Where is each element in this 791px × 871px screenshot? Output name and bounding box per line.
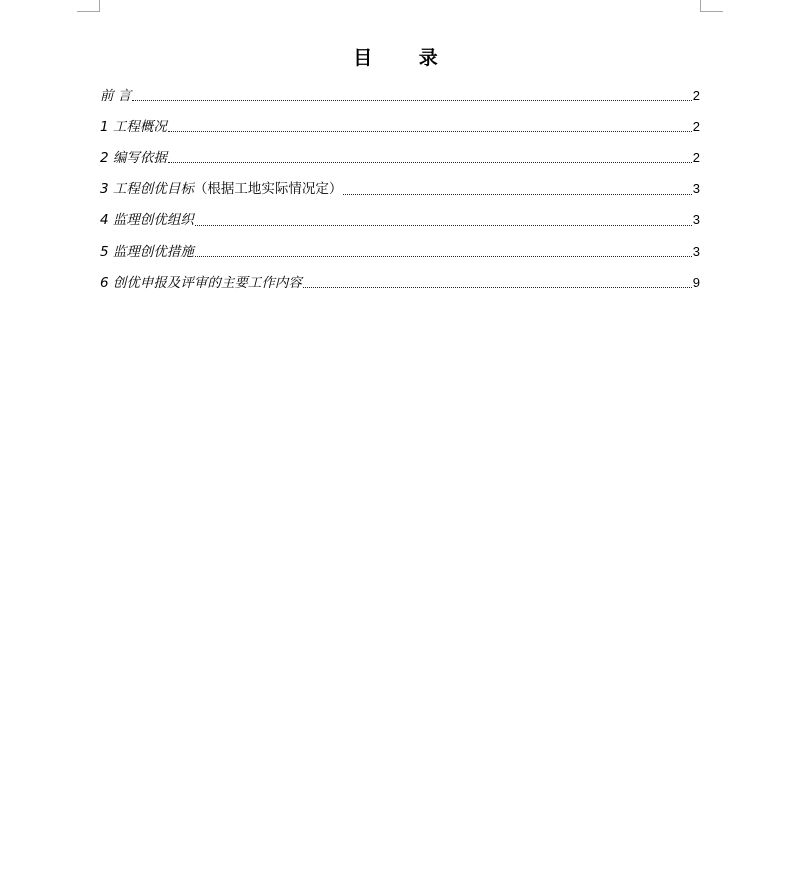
toc-page-number: 3 xyxy=(692,181,700,197)
toc-page-number: 9 xyxy=(692,274,700,290)
toc-entry-preface[interactable] xyxy=(100,80,700,111)
table-of-contents xyxy=(100,80,700,298)
toc-entry-label: 2 编写依据 xyxy=(100,149,167,166)
toc-entry-label-suffix: （根据工地实际情况定） xyxy=(193,181,343,198)
toc-page-number: 2 xyxy=(692,149,700,165)
toc-entry-label-group xyxy=(100,180,342,198)
toc-dot-leader xyxy=(343,194,691,195)
toc-entry-3[interactable] xyxy=(100,174,700,205)
toc-dot-leader xyxy=(303,287,692,288)
crop-mark-top-right xyxy=(700,0,723,12)
toc-page-number: 2 xyxy=(692,87,700,103)
toc-entry-5[interactable] xyxy=(100,236,700,267)
toc-entry-4[interactable] xyxy=(100,205,700,236)
toc-dot-leader xyxy=(132,100,691,101)
toc-entry-label: 4 监理创优组织 xyxy=(100,212,194,229)
toc-entry-label: 6 创优申报及评审的主要工作内容 xyxy=(100,274,302,291)
toc-entry-label: 前 言 xyxy=(100,87,132,104)
toc-entry-6[interactable] xyxy=(100,267,700,298)
toc-dot-leader xyxy=(195,225,692,226)
toc-page-number: 3 xyxy=(692,212,700,228)
toc-entry-label: 5 监理创优措施 xyxy=(100,243,194,260)
toc-page-number: 2 xyxy=(692,118,700,134)
toc-entry-label: 3 工程创优目标 xyxy=(100,181,194,198)
toc-entry-label: 1 工程概况 xyxy=(100,118,167,135)
toc-dot-leader xyxy=(195,256,692,257)
toc-title: 目 录 xyxy=(353,47,458,69)
crop-mark-top-left xyxy=(77,0,100,12)
toc-entry-1[interactable] xyxy=(100,111,700,142)
toc-dot-leader xyxy=(168,162,692,163)
toc-dot-leader xyxy=(168,131,692,132)
toc-entry-2[interactable] xyxy=(100,142,700,173)
toc-page-number: 3 xyxy=(692,243,700,259)
